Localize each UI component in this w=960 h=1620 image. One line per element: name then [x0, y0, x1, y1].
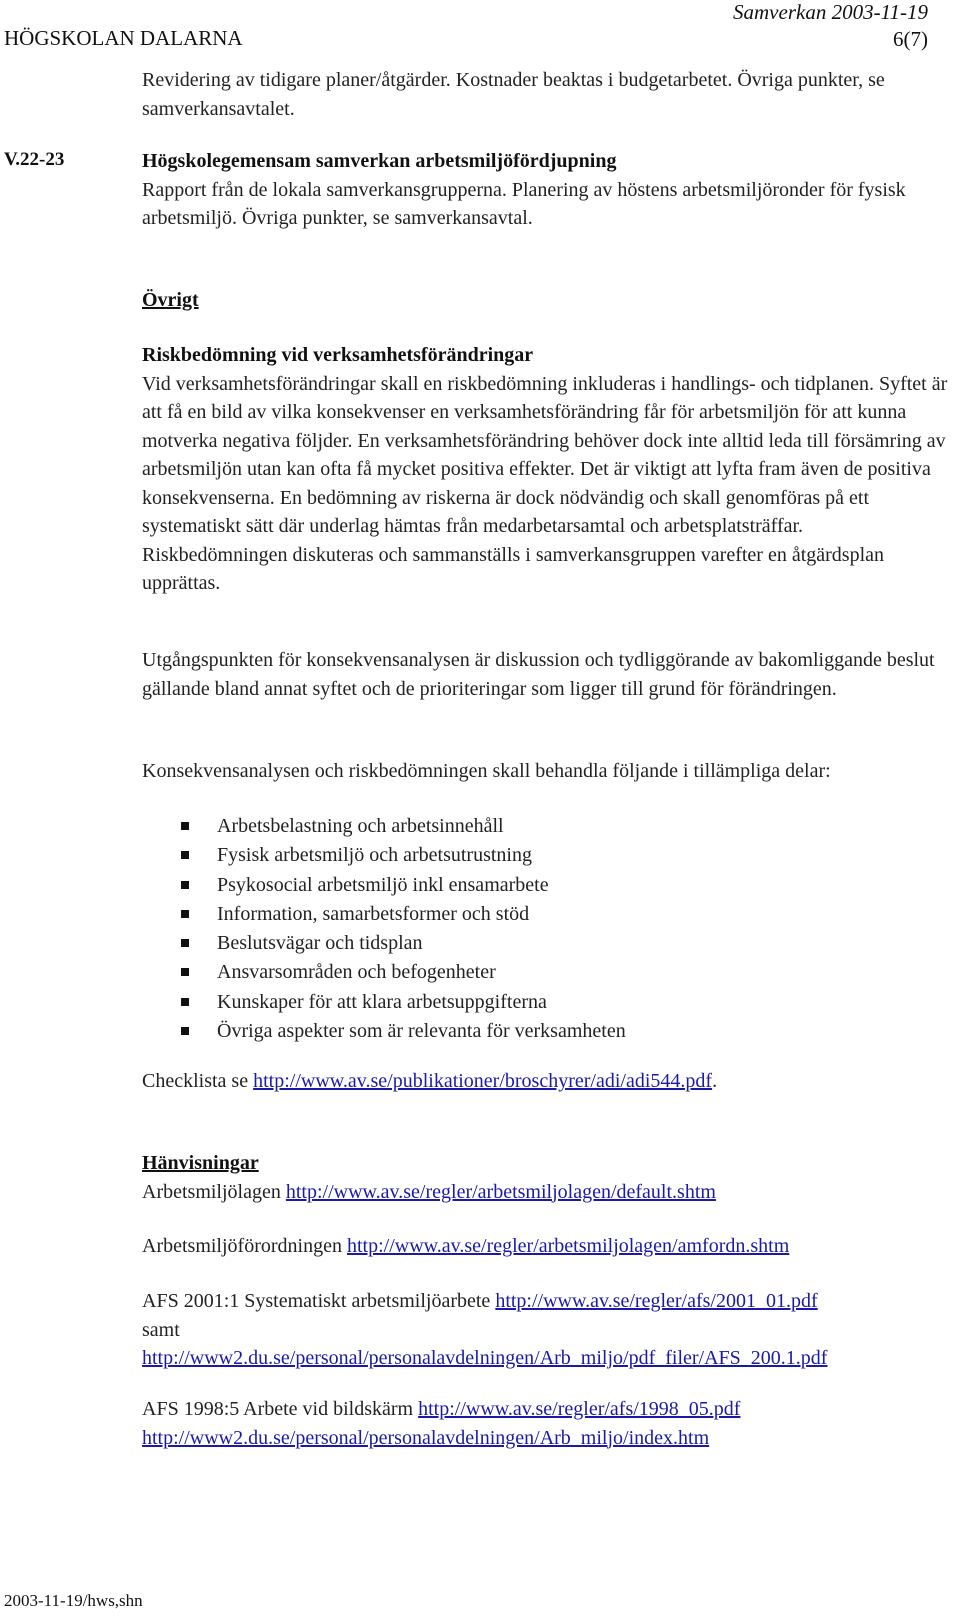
- reference-amf-link[interactable]: http://www.av.se/regler/arbetsmiljolagen/amfordn.shtm: [346, 1235, 790, 1257]
- reference-afs1998: AFS 1998:5 Arbete vid bildskärm http://www.av.se/regler/afs/1998_05.pdf: [142, 1398, 741, 1420]
- reference-amf: Arbetsmiljöförordningen http://www.av.se/regler/arbetsmiljolagen/amfordn.shtm: [142, 1235, 790, 1257]
- reference-samt: samt: [142, 1318, 180, 1341]
- list-item: Information, samarbetsformer och stöd: [142, 900, 952, 929]
- reference-afs2001-link[interactable]: http://www.av.se/regler/afs/2001_01.pdf: [495, 1290, 818, 1312]
- reference-afs1998-link[interactable]: http://www.av.se/regler/afs/1998_05.pdf: [418, 1398, 741, 1420]
- list-item: Övriga aspekter som är relevanta för verksamheten: [142, 1017, 952, 1046]
- references-heading: Hänvisningar: [142, 1152, 259, 1174]
- list-item: Arbetsbelastning och arbetsinnehåll: [142, 812, 952, 841]
- risk-paragraph-3-block: [142, 757, 952, 786]
- reference-aml: Arbetsmiljölagen http://www.av.se/regler/arbetsmiljolagen/default.shtm: [142, 1180, 716, 1203]
- checklist-suffix: .: [712, 1070, 718, 1092]
- item-v-section: [142, 147, 952, 233]
- list-item: Ansvarsområden och befogenheter: [142, 958, 952, 987]
- reference-afs2001: AFS 2001:1 Systematiskt arbetsmiljöarbete http://www.av.se/regler/afs/2001_01.pdf: [142, 1290, 818, 1312]
- footer-text: 2003-11-19/hws,shn: [4, 1591, 143, 1610]
- bullet-list-block: [142, 812, 952, 1046]
- reference-du-index-link[interactable]: http://www2.du.se/personal/personalavdelningen/Arb_miljo/index.htm: [142, 1426, 710, 1449]
- bullet-square-icon: [181, 851, 189, 859]
- risk-paragraph-2-block: [142, 646, 952, 703]
- header-school-name: HÖGSKOLAN DALARNA: [4, 26, 243, 50]
- bullet-square-icon: [181, 881, 189, 889]
- list-item: Fysisk arbetsmiljö och arbetsutrustning: [142, 841, 952, 870]
- bullet-square-icon: [181, 822, 189, 830]
- list-item: Beslutsvägar och tidsplan: [142, 929, 952, 958]
- bullet-square-icon: [181, 1027, 189, 1035]
- checklist-label: Checklista se: [142, 1070, 254, 1092]
- reference-afs2001-block: [142, 1287, 952, 1373]
- item-v-text: Rapport från de lokala samverkansgrupperna. Planering av höstens arbetsmiljöronder för fysisk arbetsmiljö. Övriga punkter, se samverkansavtal.: [142, 178, 906, 229]
- risk-paragraph-2: Utgångspunkten för konsekvensanalysen är diskussion och tydliggörande av bakomliggande beslut gällande bland annat syftet och de prioriteringar som ligger till grund för förändringen.: [142, 649, 935, 700]
- bullet-square-icon: [181, 939, 189, 947]
- bullet-square-icon: [181, 968, 189, 976]
- reference-afs1998-block: [142, 1395, 952, 1452]
- checklist-line: [142, 1067, 952, 1096]
- list-item: Kunskaper för att klara arbetsuppgifterna: [142, 988, 952, 1017]
- reference-amf-block: [142, 1232, 952, 1261]
- ovrigt-heading-block: [142, 286, 952, 315]
- reference-afs2001-du-link[interactable]: http://www2.du.se/personal/personalavdelningen/Arb_miljo/pdf_filer/AFS_200.1.pdf: [142, 1347, 828, 1369]
- intro-text: Revidering av tidigare planer/åtgärder. Kostnader beaktas i budgetarbetet. Övriga punkter, se samverkansavtalet.: [142, 69, 885, 120]
- references-section: [142, 1149, 952, 1206]
- bullet-square-icon: [181, 910, 189, 918]
- risk-paragraph-1: Vid verksamhetsförändringar skall en riskbedömning inkluderas i handlings- och tidplanen. Syftet är att få en bild av vilka konsekvenser en verksamhetsförändring får för arbetsmiljön för att kunna motverka negativa följder. En verksamhetsförändring behöver dock inte alltid leda till försämring av arbetsmiljön utan kan ofta få mycket positiva effekter. Det är viktigt att lyfta fram även de positiva konsekvenserna. En bedömning av riskerna är dock nödvändig och skall genomföras på ett systematiskt sätt där underlag hämtas från medarbetarsamtal och arbetsplatsträffar. Riskbedömningen diskuteras och sammanställs i samverkansgruppen varefter en åtgärdsplan upprättas.: [142, 372, 948, 594]
- header-page-number: 6(7): [893, 27, 928, 51]
- intro-paragraph: [142, 66, 952, 123]
- risk-paragraph-3: Konsekvensanalysen och riskbedömningen skall behandla följande i tillämpliga delar:: [142, 760, 831, 782]
- reference-aml-link[interactable]: http://www.av.se/regler/arbetsmiljolagen/default.shtm: [285, 1180, 716, 1203]
- list-item: Psykosocial arbetsmiljö inkl ensamarbete: [142, 871, 952, 900]
- header-right: [733, 0, 928, 51]
- item-code: V.22-23: [4, 149, 65, 170]
- checklist-link[interactable]: http://www.av.se/publikationer/broschyrer/adi/adi544.pdf: [253, 1070, 713, 1092]
- header-subtitle: Samverkan 2003-11-19: [733, 0, 928, 24]
- risk-section: [142, 341, 952, 598]
- ovrigt-heading: Övrigt: [142, 289, 199, 311]
- risk-subheading: Riskbedömning vid verksamhetsförändringar: [142, 344, 534, 366]
- item-v-title: Högskolegemensam samverkan arbetsmiljöfördjupning: [142, 150, 617, 172]
- bullet-square-icon: [181, 998, 189, 1006]
- bullet-list: [142, 812, 952, 1046]
